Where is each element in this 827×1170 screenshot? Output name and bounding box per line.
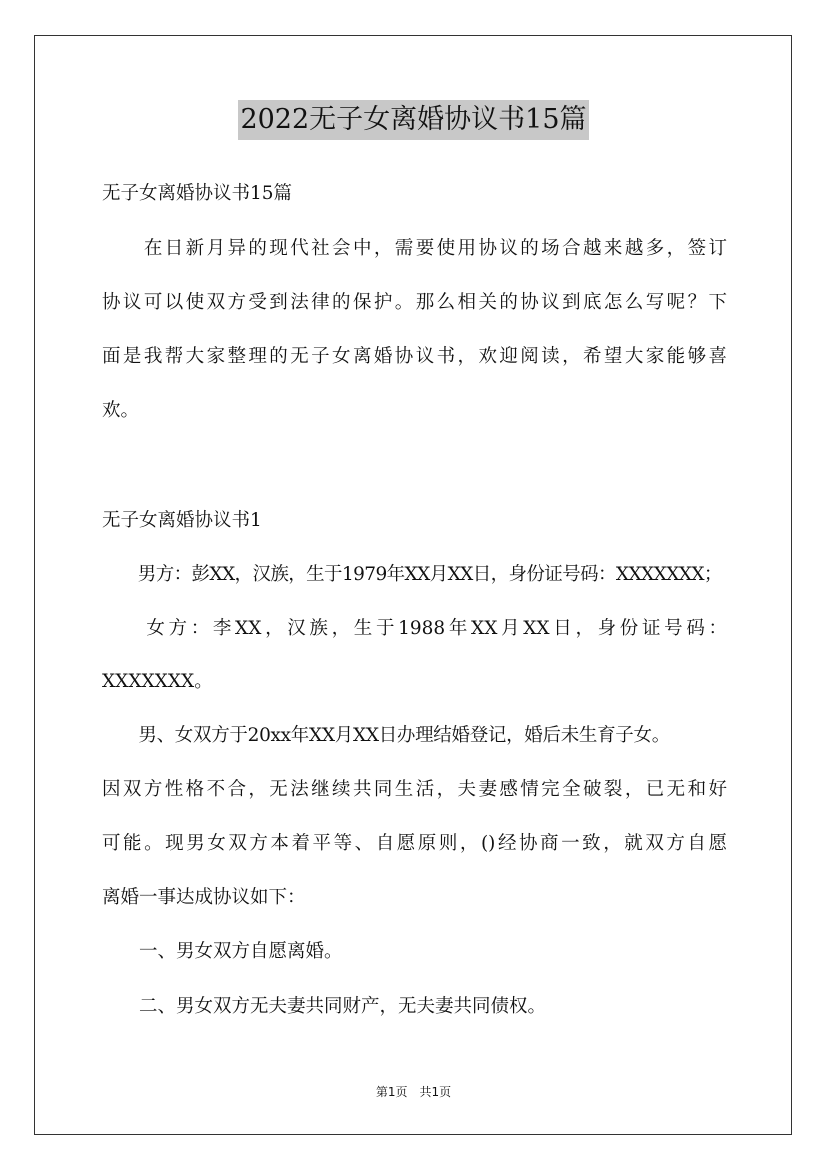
clause-1: 一、男女双方自愿离婚。 bbox=[102, 941, 343, 962]
section-title: 无子女离婚协议书1 bbox=[102, 510, 262, 531]
body-line-3: 可能。现男女双方本着平等、自愿原则，()经协商一致，就双方自愿 bbox=[102, 833, 727, 854]
body-line-4: 离婚一事达成协议如下： bbox=[102, 887, 306, 908]
title-container bbox=[0, 100, 827, 140]
page-footer: 第1页 共1页 bbox=[375, 1085, 452, 1099]
party-female-line-1: 女方：李XX，汉族，生于1988年XX月XX日，身份证号码： bbox=[102, 618, 727, 639]
body-line-2: 因双方性格不合，无法继续共同生活，夫妻感情完全破裂，已无和好 bbox=[102, 779, 727, 800]
party-female-line-2: XXXXXXX。 bbox=[102, 671, 213, 692]
intro-line-2: 协议可以使双方受到法律的保护。那么相关的协议到底怎么写呢？下 bbox=[102, 292, 727, 313]
intro-line-4: 欢。 bbox=[102, 400, 140, 421]
intro-line-1: 在日新月异的现代社会中，需要使用协议的场合越来越多，签订 bbox=[102, 238, 727, 259]
intro-line-3: 面是我帮大家整理的无子女离婚协议书，欢迎阅读，希望大家能够喜 bbox=[102, 346, 727, 367]
party-male-line: 男方：彭XX，汉族，生于1979年XX月XX日，身份证号码：XXXXXXX； bbox=[102, 564, 722, 585]
document-heading: 无子女离婚协议书15篇 bbox=[102, 183, 293, 204]
clause-2: 二、男女双方无夫妻共同财产，无夫妻共同债权。 bbox=[102, 996, 547, 1017]
document-title: 2022无子女离婚协议书15篇 bbox=[238, 100, 588, 140]
body-line-1: 男、女双方于20xx年XX月XX日办理结婚登记，婚后未生育子女。 bbox=[102, 725, 670, 746]
